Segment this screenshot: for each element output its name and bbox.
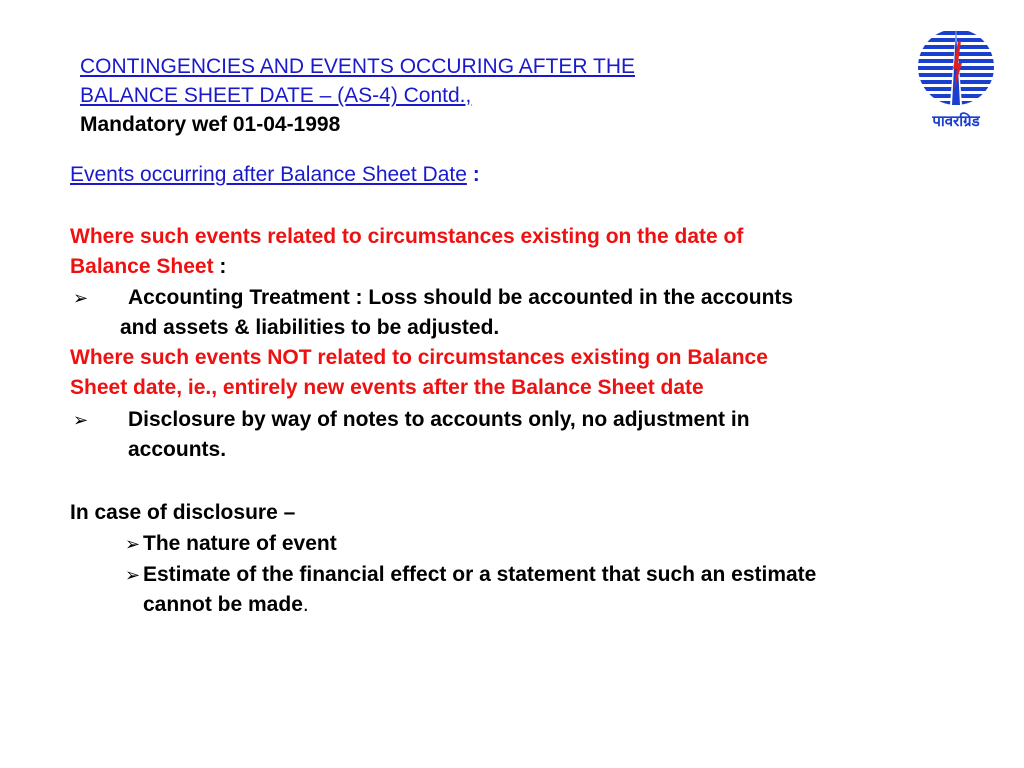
powergrid-logo bbox=[910, 25, 1002, 131]
logo-wordmark: पावरग्रिड bbox=[932, 112, 980, 130]
case2-line-1: Where such events NOT related to circumstances existing on Balance bbox=[70, 346, 768, 369]
disclosure-heading: In case of disclosure – bbox=[70, 501, 296, 524]
section-heading-text: Events occurring after Balance Sheet Date bbox=[70, 163, 467, 186]
case1-line-2 bbox=[70, 252, 226, 282]
case1-bullet-line-1: Accounting Treatment : Loss should be accounted in the accounts bbox=[128, 286, 794, 309]
case1-line-2-colon: : bbox=[213, 255, 227, 278]
case1-line-2-text: Balance Sheet bbox=[70, 255, 214, 278]
disclosure-item-2-line-1: Estimate of the financial effect or a statement that such an estimate bbox=[143, 563, 817, 586]
section-heading-colon: : bbox=[466, 163, 480, 186]
disclosure-item-1: The nature of event bbox=[143, 532, 337, 555]
disclosure-item-2-line-2-end: . bbox=[302, 593, 309, 616]
case2-bullet-line-1: Disclosure by way of notes to accounts only, no adjustment in bbox=[128, 408, 750, 431]
slide-header bbox=[80, 52, 780, 139]
case1-line-1: Where such events related to circumstances existing on the date of bbox=[70, 225, 744, 248]
disclosure-item-2-line-2-text: cannot be made bbox=[143, 593, 303, 616]
case2-bullet-icon: ➢ bbox=[73, 410, 89, 430]
powergrid-logo-icon bbox=[910, 25, 1002, 131]
disclosure-bullet-icon: ➢ bbox=[125, 534, 141, 554]
case1-bullet-line-2: and assets & liabilities to be adjusted. bbox=[120, 316, 500, 339]
case2-line-2: Sheet date, ie., entirely new events after the Balance Sheet date bbox=[70, 376, 704, 399]
slide-title-line-1: CONTINGENCIES AND EVENTS OCCURING AFTER THE bbox=[80, 55, 636, 78]
case1-bullet-icon: ➢ bbox=[73, 288, 89, 308]
disclosure-item-2-line-2 bbox=[143, 590, 309, 620]
disclosure-bullet-icon: ➢ bbox=[125, 565, 141, 585]
section-heading bbox=[70, 160, 480, 190]
slide-subtitle: Mandatory wef 01-04-1998 bbox=[80, 113, 341, 136]
slide-title-line-2: BALANCE SHEET DATE – (AS-4) Contd., bbox=[80, 84, 472, 107]
case2-bullet-line-2: accounts. bbox=[128, 438, 227, 461]
